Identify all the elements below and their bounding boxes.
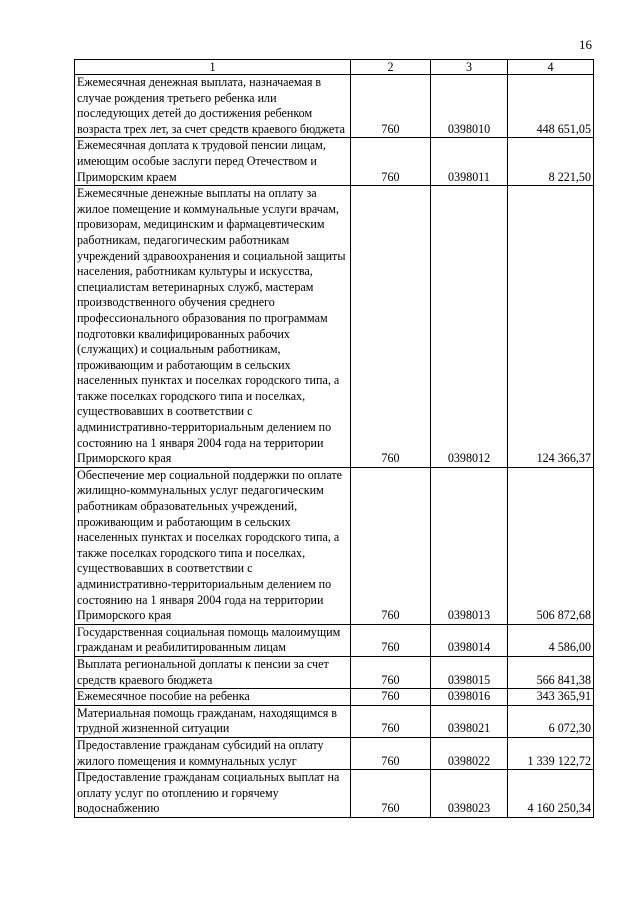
row-amount: 343 365,91 [508, 689, 594, 706]
row-amount: 8 221,50 [508, 138, 594, 186]
row-target-code: 0398021 [431, 705, 508, 737]
row-name: Ежемесячная доплата к трудовой пенсии лицам, имеющим особые заслуги перед Отечеством и Приморским краем [75, 138, 351, 186]
row-amount: 566 841,38 [508, 656, 594, 688]
table-row [75, 770, 594, 818]
table-row [75, 467, 594, 624]
row-target-code: 0398016 [431, 689, 508, 706]
row-amount: 448 651,05 [508, 75, 594, 138]
row-target-code: 0398022 [431, 737, 508, 769]
row-target-code: 0398015 [431, 656, 508, 688]
table-row [75, 705, 594, 737]
row-amount: 1 339 122,72 [508, 737, 594, 769]
table-row [75, 737, 594, 769]
row-name: Предоставление гражданам субсидий на оплату жилого помещения и коммунальных услуг [75, 737, 351, 769]
header-col-3: 3 [431, 60, 508, 75]
row-dept-code: 760 [351, 138, 431, 186]
table-row [75, 624, 594, 656]
row-target-code: 0398012 [431, 186, 508, 468]
row-dept-code: 760 [351, 737, 431, 769]
table-header-row [75, 60, 594, 75]
row-amount: 4 586,00 [508, 624, 594, 656]
row-name: Государственная социальная помощь малоимущим гражданам и реабилитированным лицам [75, 624, 351, 656]
page-number: 16 [579, 37, 592, 52]
row-dept-code: 760 [351, 656, 431, 688]
row-name: Ежемесячные денежные выплаты на оплату за жилое помещение и коммунальные услуги врачам, провизорам, медицинским и фармацевтическим работникам, педагогическим работникам учреждений здравоохранения и социальной защиты населения, работникам культуры и искусства, специалистам ветеринарных служб, мастерам производственного обучения среднего профессионального образования по программам подготовки квалифицированных рабочих (служащих) и социальным работникам, проживающим и работающим в сельских населенных пунктах и поселках городского типа, а также поселках городского типа и поселках, существовавших в соответствии с административно-территориальным делением по состоянию на 1 января 2004 года на территории Приморского края [75, 186, 351, 468]
row-dept-code: 760 [351, 186, 431, 468]
table-row [75, 689, 594, 706]
row-target-code: 0398023 [431, 770, 508, 818]
row-name: Выплата региональной доплаты к пенсии за счет средств краевого бюджета [75, 656, 351, 688]
row-dept-code: 760 [351, 75, 431, 138]
row-dept-code: 760 [351, 689, 431, 706]
row-name: Ежемесячная денежная выплата, назначаемая в случае рождения третьего ребенка или последующих детей до достижения ребенком возраста трех лет, за счет средств краевого бюджета [75, 75, 351, 138]
row-target-code: 0398013 [431, 467, 508, 624]
table-row [75, 656, 594, 688]
table-row [75, 138, 594, 186]
header-col-2: 2 [351, 60, 431, 75]
row-target-code: 0398011 [431, 138, 508, 186]
row-name: Обеспечение мер социальной поддержки по оплате жилищно-коммунальных услуг педагогическим работникам образовательных учреждений, проживающим и работающим в сельских населенных пунктах и поселках городского типа, а также поселках городского типа и поселках, существовавших в соответствии с административно-территориальным делением по состоянию на 1 января 2004 года на территории Приморского края [75, 467, 351, 624]
header-col-4: 4 [508, 60, 594, 75]
row-name: Материальная помощь гражданам, находящимся в трудной жизненной ситуации [75, 705, 351, 737]
row-amount: 6 072,30 [508, 705, 594, 737]
table-row [75, 186, 594, 468]
row-amount: 4 160 250,34 [508, 770, 594, 818]
row-dept-code: 760 [351, 770, 431, 818]
row-target-code: 0398010 [431, 75, 508, 138]
budget-table [74, 59, 594, 818]
row-name: Ежемесячное пособие на ребенка [75, 689, 351, 706]
row-name: Предоставление гражданам социальных выплат на оплату услуг по отоплению и горячему водоснабжению [75, 770, 351, 818]
row-amount: 124 366,37 [508, 186, 594, 468]
row-dept-code: 760 [351, 467, 431, 624]
row-amount: 506 872,68 [508, 467, 594, 624]
header-col-1: 1 [75, 60, 351, 75]
row-dept-code: 760 [351, 705, 431, 737]
row-dept-code: 760 [351, 624, 431, 656]
row-target-code: 0398014 [431, 624, 508, 656]
table-row [75, 75, 594, 138]
